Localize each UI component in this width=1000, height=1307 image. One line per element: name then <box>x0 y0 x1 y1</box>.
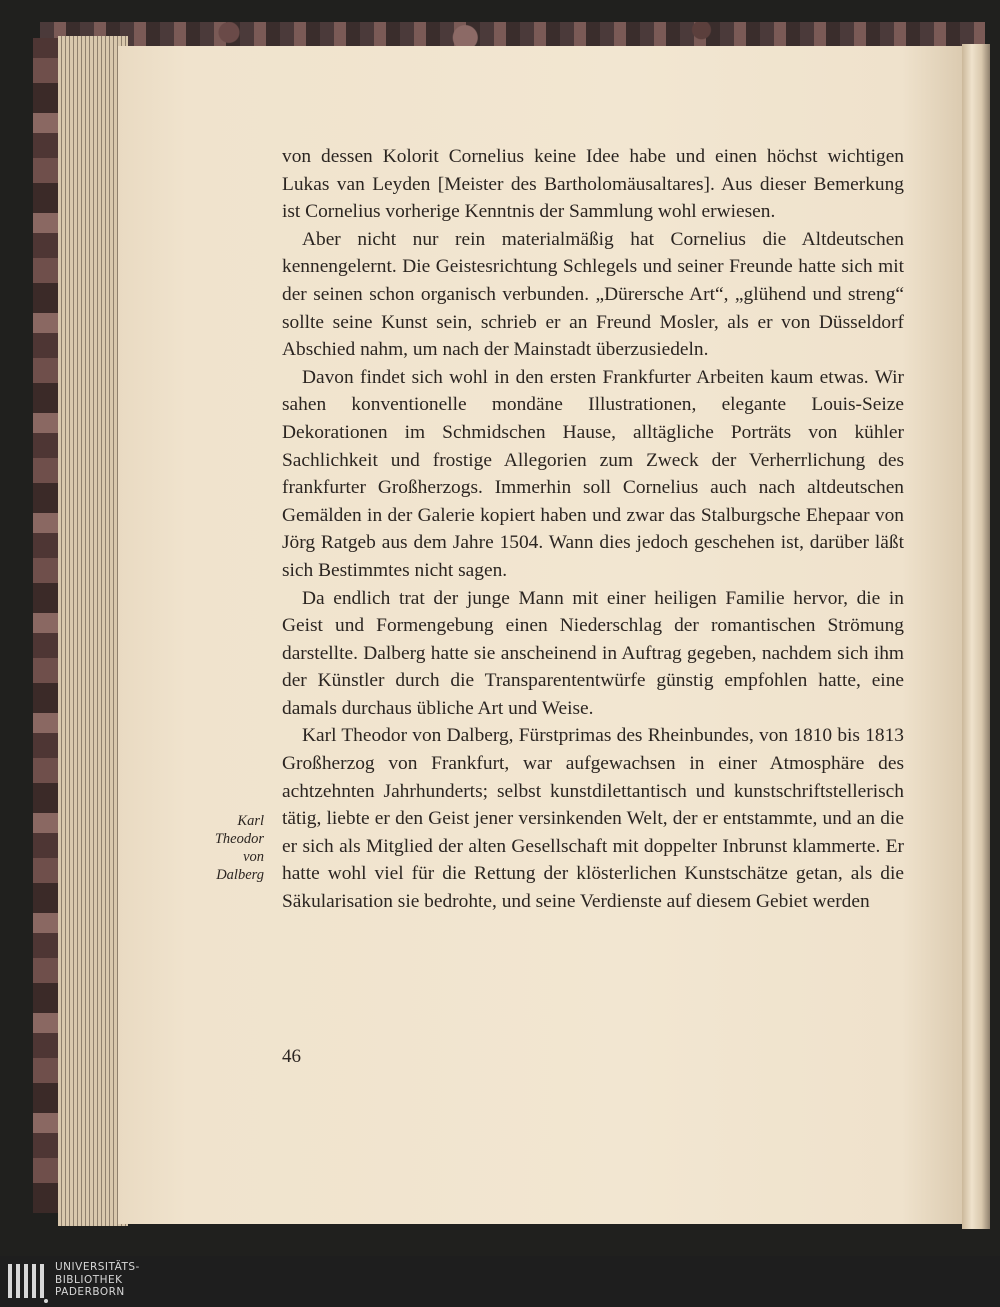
logo-line: PADERBORN <box>55 1286 125 1298</box>
library-logo-text <box>55 1261 140 1299</box>
paragraph: von dessen Kolorit Cornelius keine Idee habe und einen höchst wichtigen Lukas van Leyden [Meister des Bartholomäusaltares]. Aus dieser Bemerkung ist Cornelius vorherige Kenntnis der Sammlung wohl erwiesen. <box>282 146 904 223</box>
body-text <box>282 143 904 916</box>
logo-line: BIBLIOTHEK <box>55 1273 123 1286</box>
marginal-note-line: Karl <box>237 813 264 829</box>
marginal-note <box>194 812 264 884</box>
page-number: 46 <box>282 1046 301 1067</box>
paragraph: Aber nicht nur rein materialmäßig hat Cornelius die Altdeutschen kennengelernt. Die Geistesrichtung Schlegels und seiner Freunde hatte sich mit der seinen schon organisch verbunden. „Dürersche Art“, „glühend und streng“ sollte seine Kunst sein, schrieb er an Freund Mosler, als er von Düsseldorf Abschied nahm, um nach der Mainstadt überzusiedeln. <box>282 228 904 361</box>
paragraph: Da endlich trat der junge Mann mit einer heiligen Familie hervor, die in Geist und Formengebung einen Niederschlag der romantischen Strömung darstellte. Dalberg hatte sie anscheinend in Auftrag gegeben, nachdem sich ihm der Künstler durch die Transparententwürfe günstig empfohlen hatte, eine damals durchaus übliche Art und Weise. <box>282 587 904 719</box>
paragraph: Davon findet sich wohl in den ersten Frankfurter Arbeiten kaum etwas. Wir sahen konventionelle mondäne Illustrationen, elegante Louis-Seize Dekorationen im Schmidschen Hause, alltägliche Porträts von kühler Sachlichkeit und frostige Allegorien zum Zweck der Verherrlichung des frankfurter Großherzogs. Immerhin soll Cornelius auch nach altdeutschen Gemälden in der Galerie kopiert haben und zwar das Stalburgsche Ehepaar von Jörg Ratgeb aus dem Jahre 1504. Wann dies jedoch geschehen ist, darüber läßt sich Bestimmtes nicht sagen. <box>282 366 904 581</box>
page-gutter-right <box>962 44 990 1229</box>
library-logo-icon <box>6 1260 48 1303</box>
marginal-note-line: Theodor <box>214 831 264 847</box>
logo-line: UNIVERSITÄTS- <box>55 1261 140 1273</box>
marginal-note-line: von <box>243 849 264 865</box>
marginal-note-line: Dalberg <box>216 867 264 883</box>
marbled-cover-top <box>40 22 985 48</box>
paragraph: Karl Theodor von Dalberg, Fürstprimas des Rheinbundes, von 1810 bis 1813 Großherzog von Frankfurt, war aufgewachsen in einer Atmosphäre des achtzehnten Jahrhunderts; selbst kunstdilettantisch und kunstschriftstellerisch tätig, liebte er den Geist jener versinkenden Welt, der er entstammte, und an die er sich als Mitglied der alten Gesellschaft mit doppelter Inbrunst klammerte. Er hatte wohl viel für die Rettung der klösterlichen Kunstschätze getan, als die Säkularisation sie bedrohte, und seine Verdienste auf diesem Gebiet werden <box>282 725 904 913</box>
library-footer <box>0 1256 1000 1307</box>
